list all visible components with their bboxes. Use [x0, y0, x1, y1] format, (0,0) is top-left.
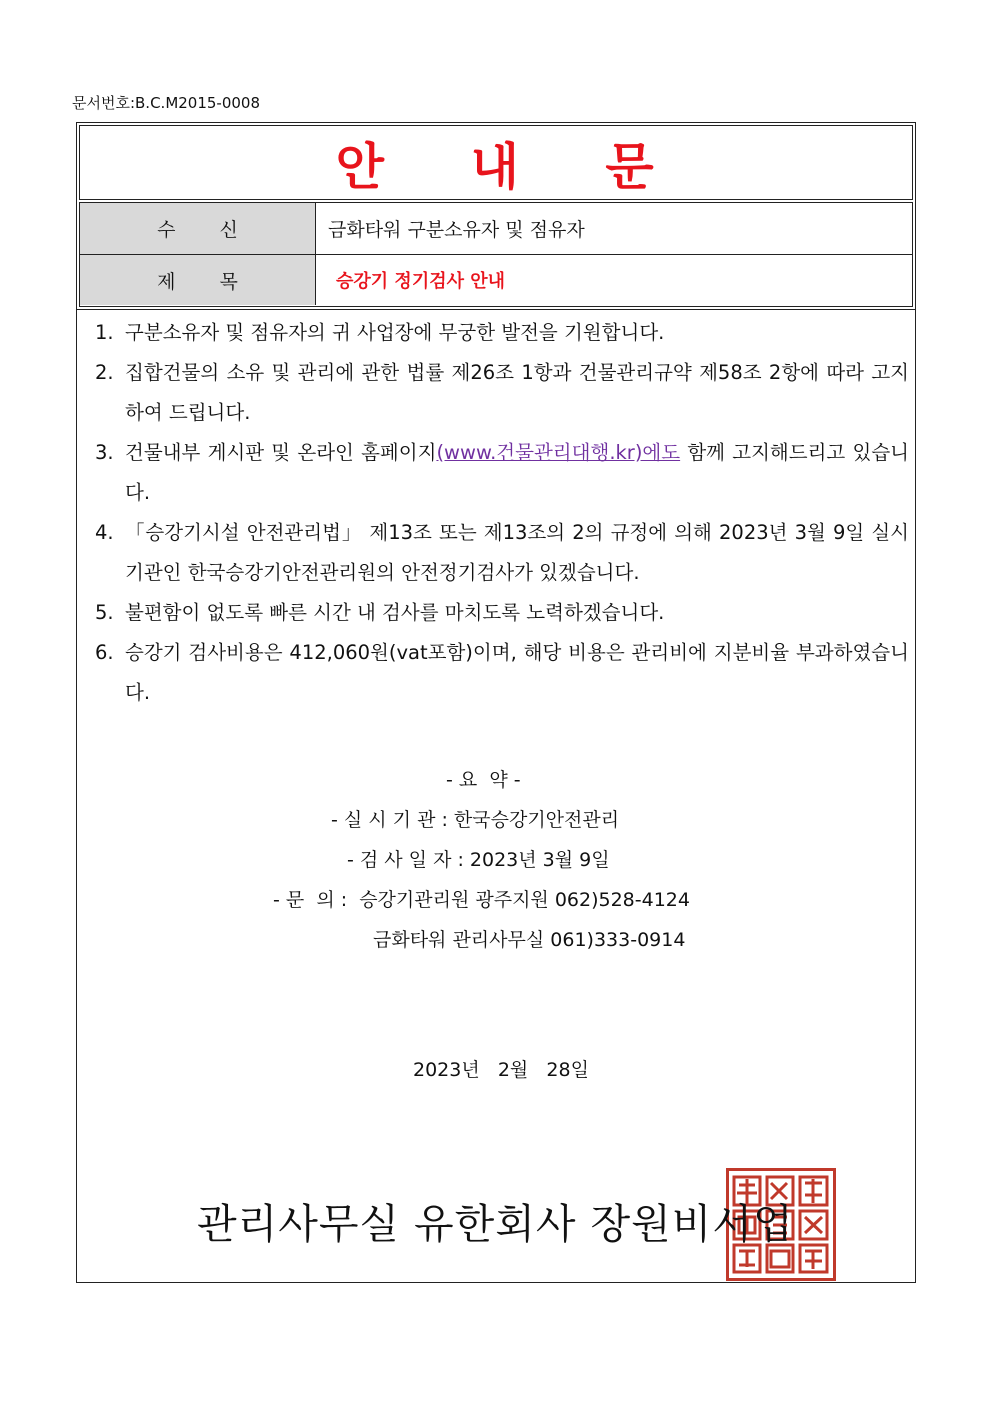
title-char: 안 [335, 137, 387, 196]
subject-label [80, 255, 316, 305]
label-char: 제 [157, 270, 176, 293]
list-item [95, 353, 909, 433]
recipient-label [80, 203, 316, 254]
item-number: 5. [95, 601, 114, 624]
summary-heading: - 요 약 - [446, 769, 521, 791]
list-item [95, 433, 909, 513]
list-item [95, 313, 909, 353]
summary-contact-2: 금화타워 관리사무실 061)333-0914 [373, 929, 686, 951]
homepage-link[interactable]: (www.건물관리대행.kr)에도 [436, 441, 681, 464]
notice-frame [76, 122, 916, 1283]
title-box [79, 125, 913, 200]
list-item [95, 593, 909, 633]
item-number: 1. [95, 321, 114, 344]
issue-date: 2023년 2월 28일 [413, 1059, 589, 1081]
item-number: 3. [95, 441, 114, 464]
item-text: 구분소유자 및 점유자의 귀 사업장에 무궁한 발전을 기원합니다. [125, 321, 665, 344]
title-char: 내 [470, 137, 522, 196]
label-char: 신 [219, 219, 238, 241]
notice-items [95, 313, 909, 713]
subject-value: 승강기 정기검사 안내 [336, 271, 506, 292]
title-char: 문 [605, 137, 657, 196]
page-title [336, 127, 656, 199]
list-item [95, 513, 909, 593]
recipient-value: 금화타워 구분소유자 및 점유자 [328, 219, 585, 241]
item-number: 2. [95, 361, 114, 384]
summary-date: - 검 사 일 자 : 2023년 3월 9일 [347, 849, 610, 871]
item-text: 집합건물의 소유 및 관리에 관한 법률 제26조 1항과 건물관리규약 제58조 2항에 따라 고지하여 드립니다. [125, 361, 909, 424]
item-text: 승강기 검사비용은 412,060원(vat포함)이며, 해당 비용은 관리비에 지분비율 부과하였습니다. [125, 641, 909, 704]
summary-agency: - 실 시 기 관 : 한국승강기안전관리 [331, 809, 620, 831]
subject-row [80, 255, 912, 305]
item-text: 건물내부 게시판 및 온라인 홈페이지 [125, 441, 437, 464]
divider [77, 309, 915, 310]
signature: 관리사무실 유한회사 장원비서업 [197, 1200, 794, 1248]
item-text: 함께 고지해드리고 있습니다. [125, 441, 909, 504]
label-char: 목 [219, 270, 238, 293]
list-item [95, 633, 909, 713]
item-number: 4. [95, 521, 114, 544]
item-number: 6. [95, 641, 114, 664]
item-text: 불편함이 없도록 빠른 시간 내 검사를 마치도록 노력하겠습니다. [125, 601, 665, 624]
item-text: 「승강기시설 안전관리법」 제13조 또는 제13조의 2의 규정에 의해 2023년 3월 9일 실시기관인 한국승강기안전관리원의 안전정기검사가 있겠습니다. [125, 521, 909, 584]
summary-contact-1: - 문 의 : 승강기관리원 광주지원 062)528-4124 [273, 889, 690, 911]
label-char: 수 [157, 219, 176, 241]
header-table [79, 202, 913, 307]
document-number: 문서번호:B.C.M2015-0008 [72, 94, 261, 112]
recipient-row [80, 203, 912, 255]
